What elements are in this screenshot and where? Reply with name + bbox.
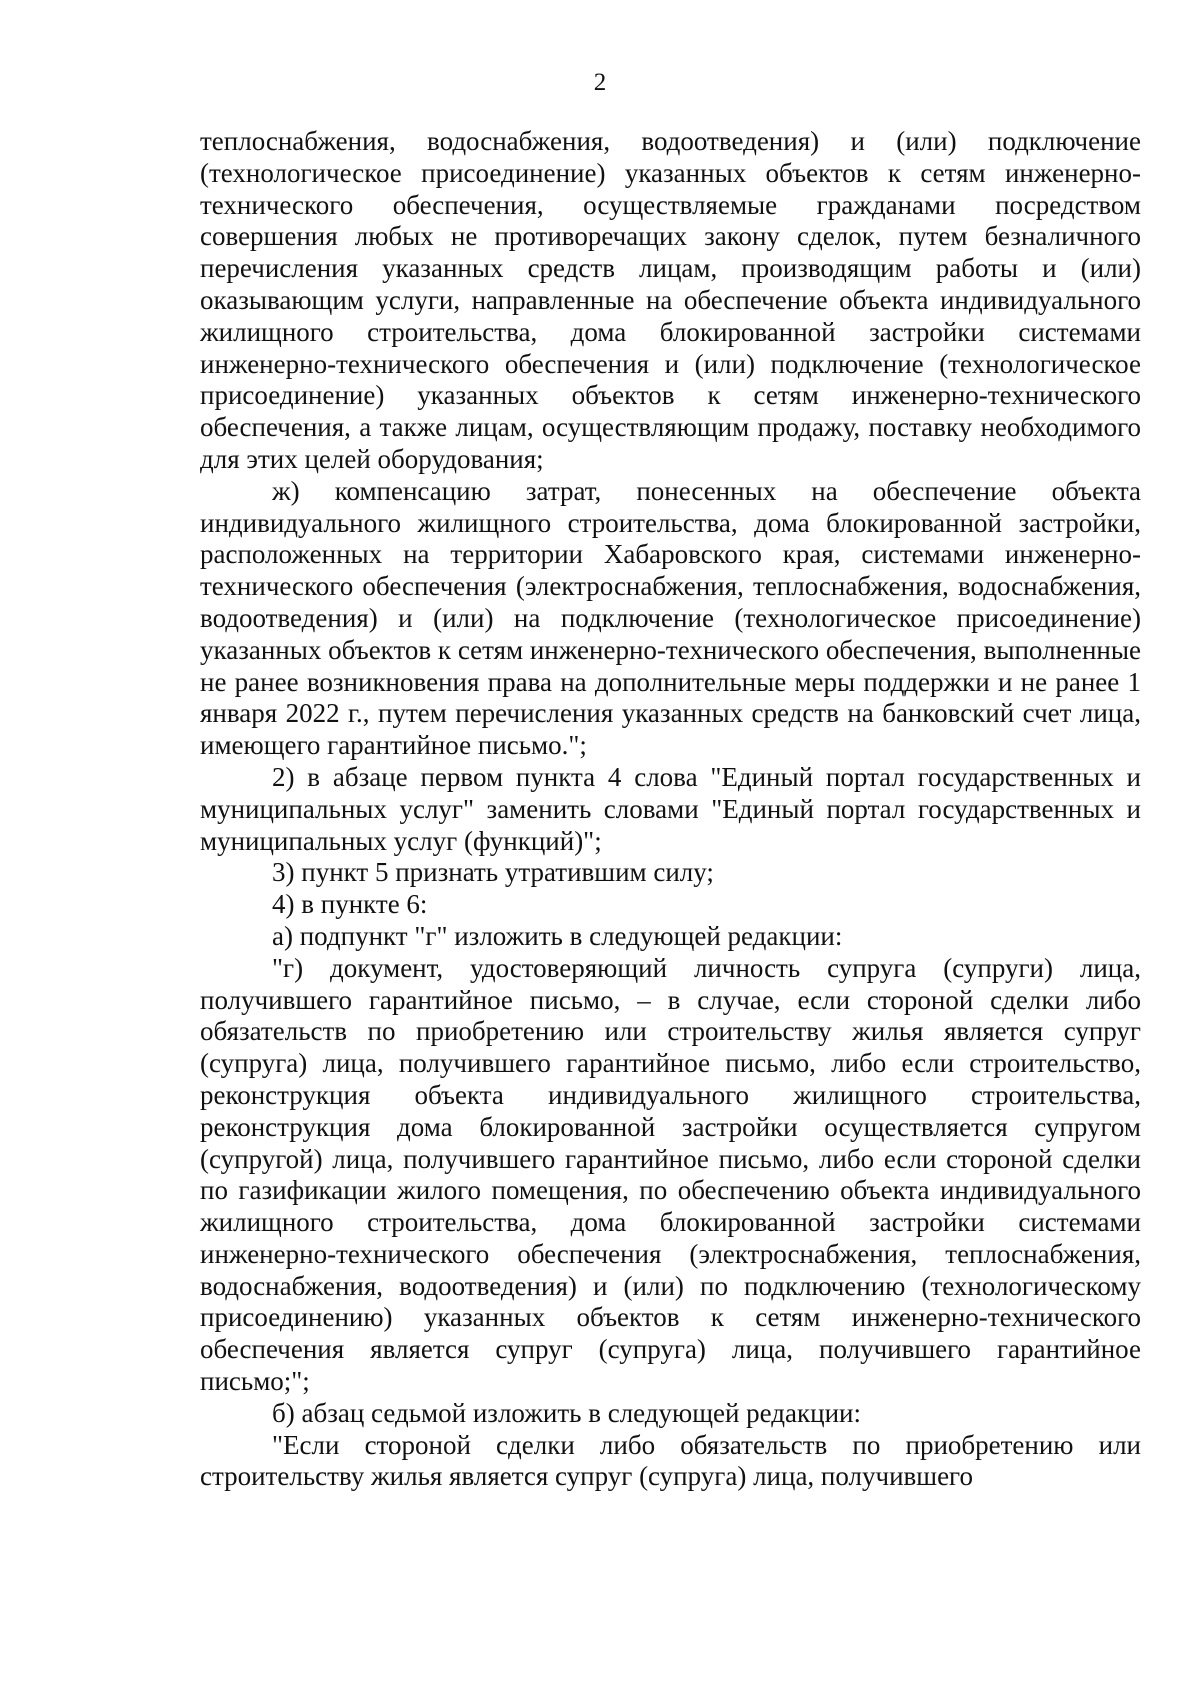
paragraph-item-zh: ж) компенсацию затрат, понесенных на обеспечение объекта индивидуального жилищного строительства, дома блокированной застройки, расположенных на территории Хабаровского края, системами инженерно-технического обеспечения (электроснабжения, теплоснабжения, водоснабжения, водоотведения) и (или) на подключение (технологическое присоединение) указанных объектов к сетям инженерно-технического обеспечения, выполненные не ранее возникновения права на дополнительные меры поддержки и не ранее 1 января 2022 г., путем перечисления указанных средств на банковский счет лица, имеющего гарантийное письмо."; xyxy=(200,475,1141,761)
paragraph-item-4: 4) в пункте 6: xyxy=(272,889,428,920)
paragraph-quoted-g: "г) документ, удостоверяющий личность супруга (супруги) лица, получившего гарантийное письмо, – в случае, если стороной сделки либо обязательств по приобретению или строительству жилья является супруг (супруга) лица, получившего гарантийное письмо, либо если строительство, реконструкция объекта индивидуального жилищного строительства, реконструкция дома блокированной застройки осуществляется супругом (супругой) лица, получившего гарантийное письмо, либо если стороной сделки по газификации жилого помещения, по обеспечению объекта индивидуального жилищного строительства, дома блокированной застройки системами инженерно-технического обеспечения (электроснабжения, теплоснабжения, водоснабжения, водоотведения) и (или) по подключению (технологическому присоединению) указанных объектов к сетям инженерно-технического обеспечения является супруг (супруга) лица, получившего гарантийное письмо;"; xyxy=(200,952,1141,1397)
paragraph-subitem-b: б) абзац седьмой изложить в следующей редакции: xyxy=(272,1397,861,1428)
paragraph-item-2: 2) в абзаце первом пункта 4 слова "Единый портал государственных и муниципальных услуг" заменить словами "Единый портал государственных и муниципальных услуг (функций)"; xyxy=(200,761,1141,856)
paragraph-quoted-esli: "Если стороной сделки либо обязательств по приобретению или строительству жилья является супруг (супруга) лица, получившего xyxy=(200,1429,1141,1492)
paragraph-continuation: теплоснабжения, водоснабжения, водоотведения) и (или) подключение (технологическое присоединение) указанных объектов к сетям инженерно-технического обеспечения, осуществляемые гражданами посредством совершения любых не противоречащих закону сделок, путем безналичного перечисления указанных средств лицам, производящим работы и (или) оказывающим услуги, направленные на обеспечение объекта индивидуального жилищного строительства, дома блокированной застройки системами инженерно-технического обеспечения и (или) подключение (технологическое присоединение) указанных объектов к сетям инженерно-технического обеспечения, а также лицам, осуществляющим продажу, поставку необходимого для этих целей оборудования; xyxy=(200,126,1141,474)
document-body xyxy=(200,126,1141,1493)
paragraph-item-3: 3) пункт 5 признать утратившим силу; xyxy=(272,857,714,888)
page-number: 2 xyxy=(593,69,607,96)
paragraph-subitem-a: а) подпункт "г" изложить в следующей редакции: xyxy=(272,920,843,951)
